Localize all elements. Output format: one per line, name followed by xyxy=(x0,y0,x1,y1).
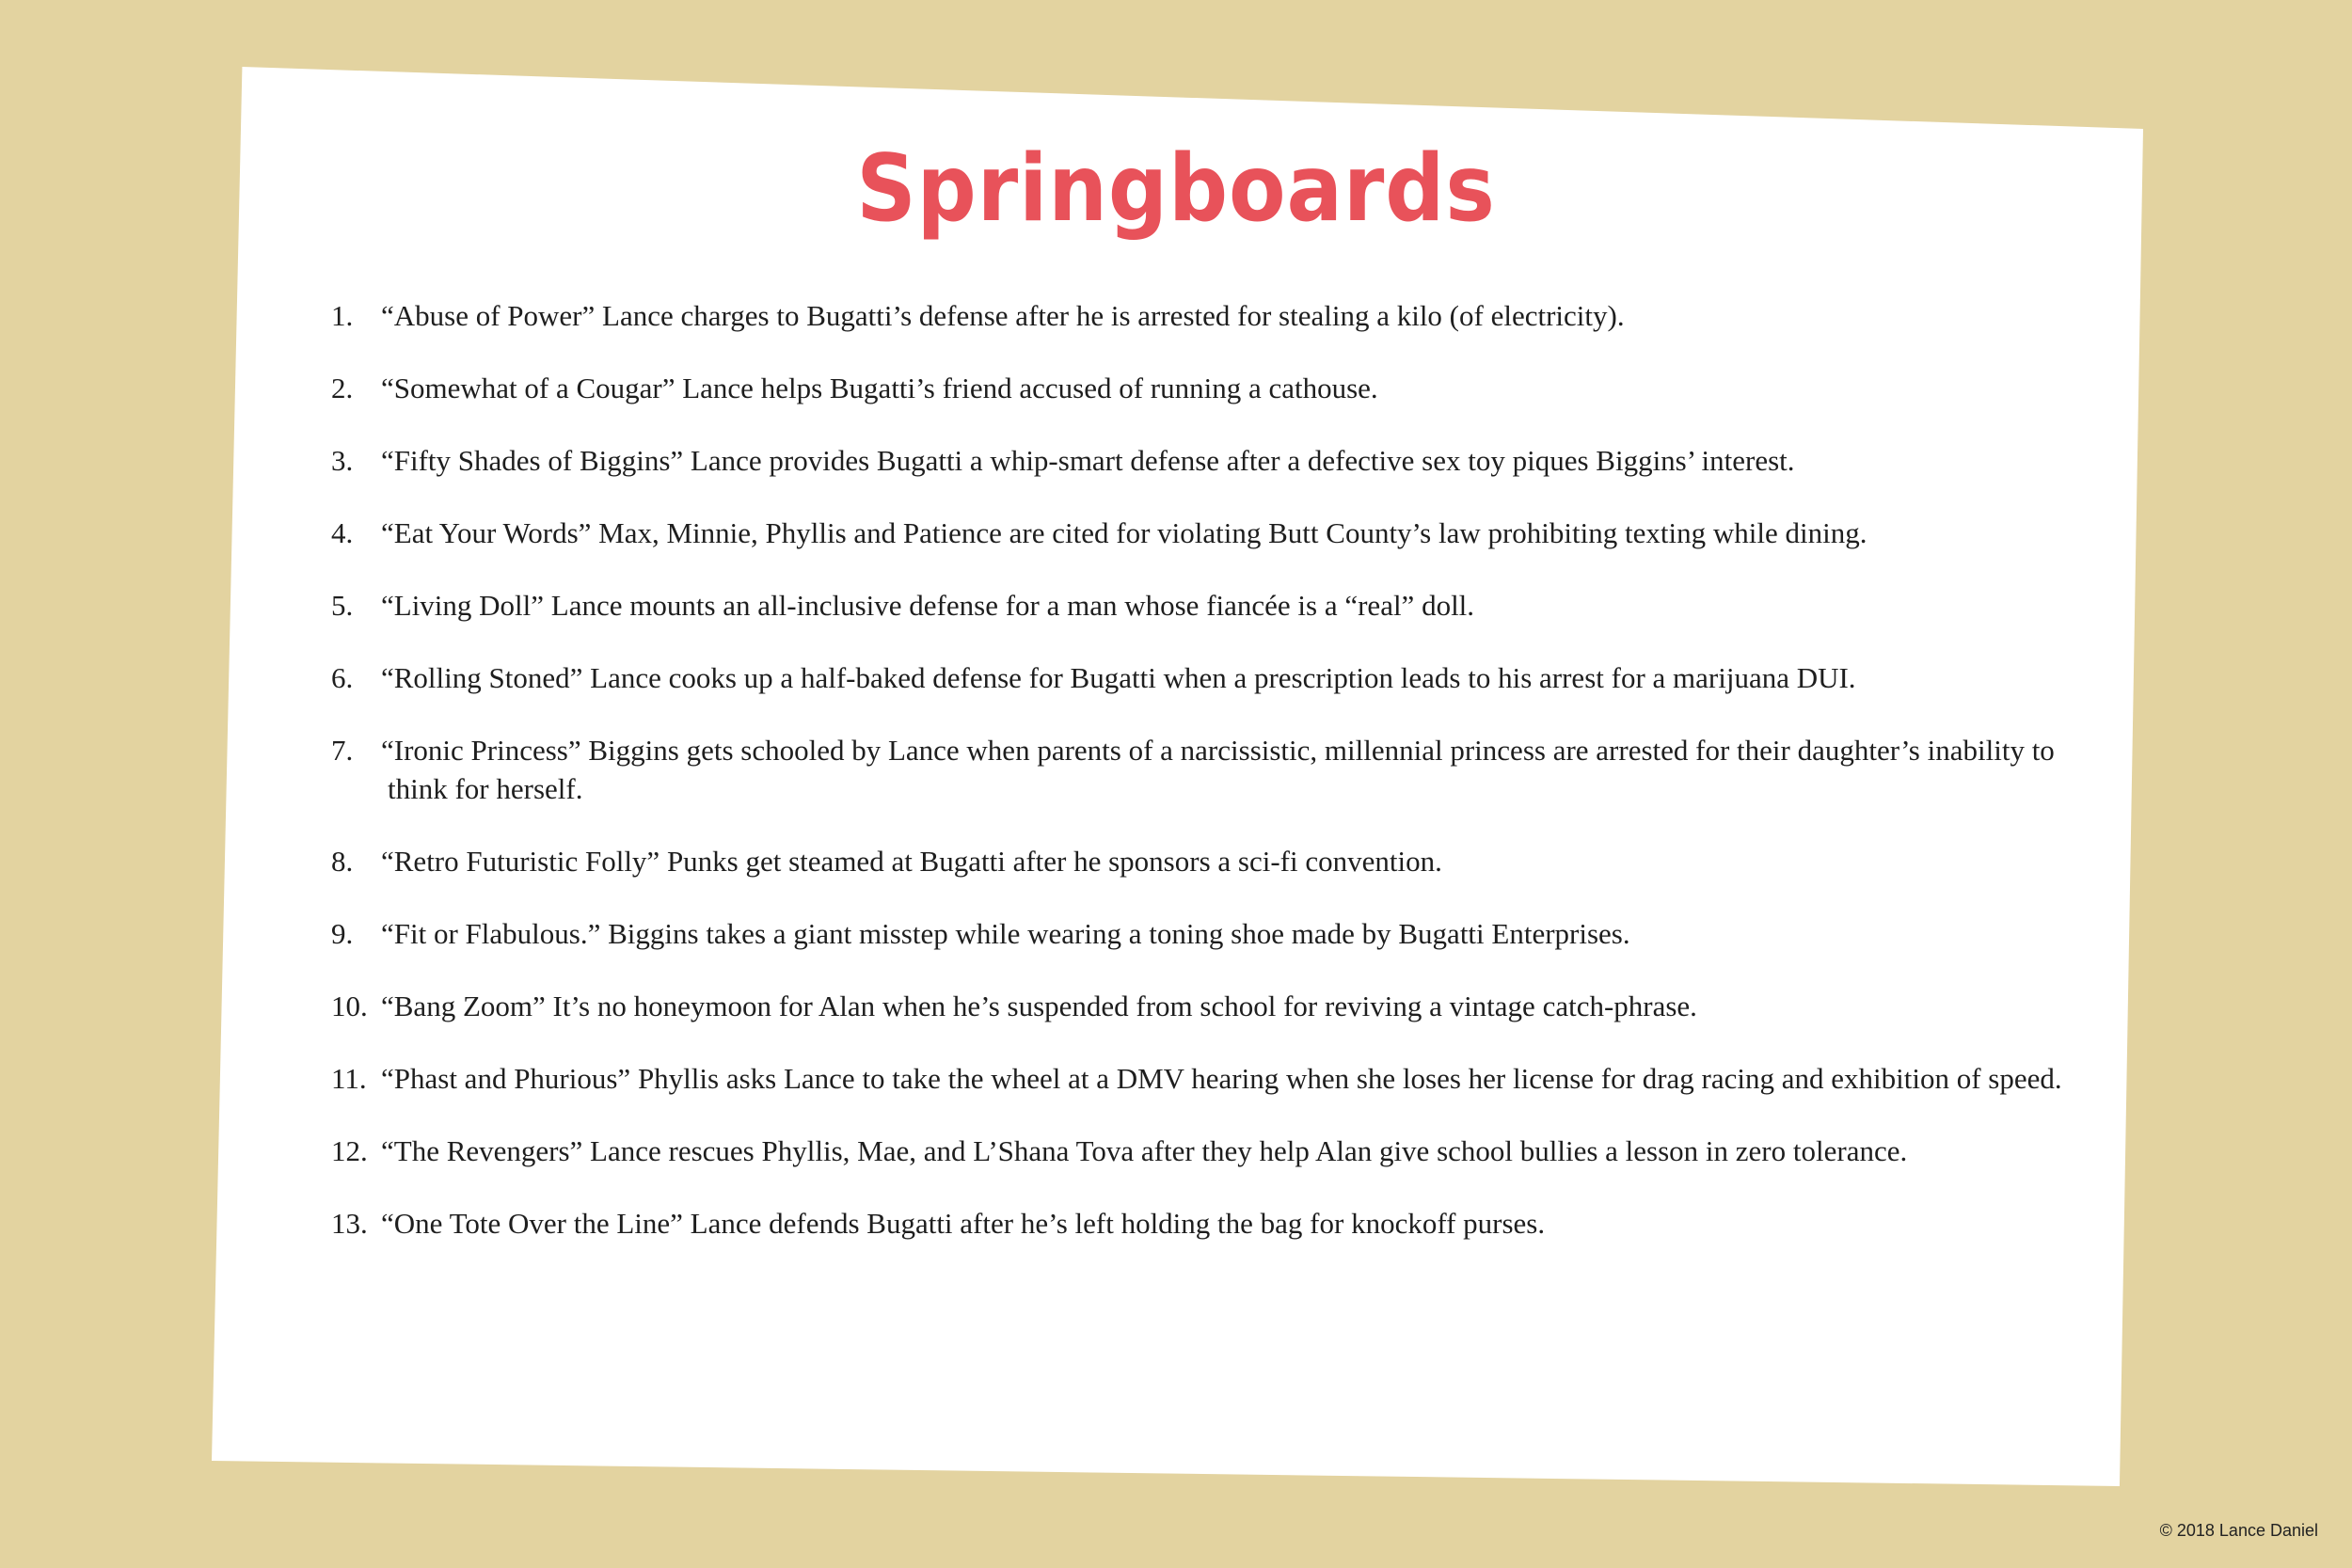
item-text: “The Revengers” Lance rescues Phyllis, Mae, and L’Shana Tova after they help Alan give school bullies a lesson in zero tolerance. xyxy=(381,1134,1908,1167)
item-text: “Bang Zoom” It’s no honeymoon for Alan when he’s suspended from school for reviving a vintage catch-phrase. xyxy=(381,990,1697,1022)
item-number: 7. xyxy=(331,734,354,767)
list-item xyxy=(331,842,2119,880)
item-number: 6. xyxy=(331,661,354,694)
list-item xyxy=(331,1132,2119,1170)
item-text: “Fit or Flabulous.” Biggins takes a giant misstep while wearing a toning shoe made by Bugatti Enterprises. xyxy=(381,917,1630,950)
item-text: “Phast and Phurious” Phyllis asks Lance to take the wheel at a DMV hearing when she loses her license for drag racing and exhibition of speed. xyxy=(381,1062,2062,1095)
list-item xyxy=(331,441,2119,480)
item-number: 10. xyxy=(331,990,368,1022)
item-text: “Ironic Princess” Biggins gets schooled by Lance when parents of a narcissistic, millennial princess are arrested for their daughter’s inability to think for herself. xyxy=(381,734,2055,805)
item-text: “Fifty Shades of Biggins” Lance provides Bugatti a whip-smart defense after a defective sex toy piques Biggins’ interest. xyxy=(381,444,1795,477)
item-text: “Somewhat of a Cougar” Lance helps Bugatti’s friend accused of running a cathouse. xyxy=(381,372,1378,404)
list-item xyxy=(331,658,2119,697)
item-text: “Abuse of Power” Lance charges to Bugatti’s defense after he is arrested for stealing a kilo (of electricity). xyxy=(381,299,1625,332)
list-item xyxy=(331,514,2119,552)
list-item xyxy=(331,296,2119,335)
item-number: 4. xyxy=(331,516,354,549)
item-number: 13. xyxy=(331,1207,368,1240)
list-item xyxy=(331,1204,2119,1243)
item-number: 3. xyxy=(331,444,354,477)
item-number: 2. xyxy=(331,372,354,404)
item-number: 8. xyxy=(331,845,354,878)
list-item xyxy=(331,987,2119,1025)
list-item xyxy=(331,586,2119,625)
item-number: 1. xyxy=(331,299,354,332)
item-text: “Eat Your Words” Max, Minnie, Phyllis and Patience are cited for violating Butt County’s law prohibiting texting while dining. xyxy=(381,516,1867,549)
list-item xyxy=(331,1059,2119,1098)
list-item xyxy=(331,914,2119,953)
item-text: “Living Doll” Lance mounts an all-inclusive defense for a man whose fiancée is a “real” doll. xyxy=(381,589,1475,622)
item-number: 5. xyxy=(331,589,354,622)
item-number: 11. xyxy=(331,1062,367,1095)
item-text: “Retro Futuristic Folly” Punks get steamed at Bugatti after he sponsors a sci-fi convention. xyxy=(381,845,1442,878)
springboards-list xyxy=(331,296,2119,1276)
list-item xyxy=(331,369,2119,407)
item-text: “One Tote Over the Line” Lance defends Bugatti after he’s left holding the bag for knockoff purses. xyxy=(381,1207,1546,1240)
item-number: 9. xyxy=(331,917,354,950)
item-number: 12. xyxy=(331,1134,368,1167)
copyright-notice: © 2018 Lance Daniel xyxy=(2159,1521,2318,1540)
item-text: “Rolling Stoned” Lance cooks up a half-baked defense for Bugatti when a prescription leads to his arrest for a marijuana DUI. xyxy=(381,661,1856,694)
list-item xyxy=(331,731,2119,808)
page-title: Springboards xyxy=(856,135,1496,243)
